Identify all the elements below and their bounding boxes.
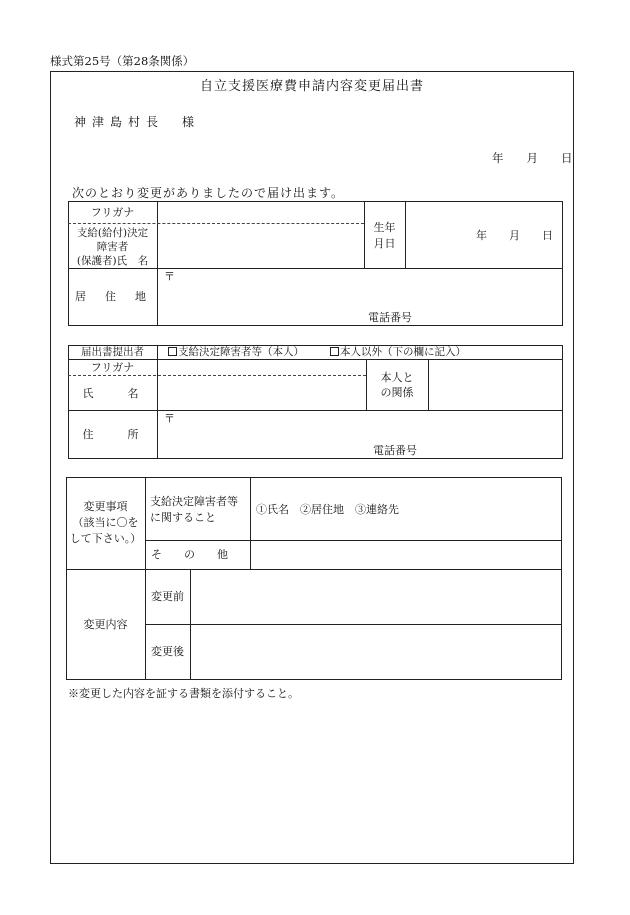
checkbox-other[interactable] (330, 347, 339, 356)
birth-label-line2: 月日 (373, 237, 396, 250)
form-number: 様式第25号（第28条関係） (50, 54, 195, 68)
change-item-label-line1: 変更事項 (83, 500, 128, 513)
relation-label-line1: 本人と (380, 371, 414, 384)
address-input[interactable] (180, 272, 558, 308)
submitter-postal-mark: 〒 (164, 412, 175, 425)
category-options[interactable]: ①氏名 ②居住地 ③連絡先 (256, 503, 399, 516)
checkbox-self[interactable] (168, 347, 177, 356)
addressee: 神津島村長 様 (74, 115, 201, 129)
submitter-phone-label: 電話番号 (373, 444, 417, 457)
footnote: ※変更した内容を証する書類を添付すること。 (68, 687, 299, 700)
option-self-label: 支給決定障害者等（本人） (178, 346, 304, 358)
option-other[interactable] (330, 346, 466, 359)
submitter-furigana-label: フリガナ (90, 361, 135, 374)
birth-date-field[interactable]: 年 月 日 (476, 229, 553, 242)
submitter-address-input[interactable] (180, 414, 558, 442)
birth-label-line1: 生年 (373, 221, 396, 234)
after-input[interactable] (193, 627, 559, 677)
change-content-label: 変更内容 (83, 618, 128, 631)
submitter-label: 届出書提出者 (81, 346, 144, 358)
name-label-line2: 障害者 (96, 241, 129, 253)
name-label-line3: (保護者)氏 名 (76, 255, 149, 267)
furigana-label: フリガナ (90, 206, 135, 219)
before-label: 変更前 (151, 590, 184, 603)
form-title: 自立支援医療費申請内容変更届出書 (199, 79, 424, 94)
change-item-label-line3: して下さい。） (69, 532, 142, 545)
before-input[interactable] (193, 572, 559, 622)
name-label-line1: 支給(給付)決定 (76, 227, 149, 239)
intro-text: 次のとおり変更がありましたので届け出ます。 (72, 186, 345, 200)
postal-mark: 〒 (164, 270, 175, 283)
other-input[interactable] (253, 543, 559, 567)
option-other-label: 本人以外（下の欄に記入） (340, 346, 466, 358)
address-label: 居 住 地 (75, 290, 150, 303)
relation-input[interactable] (431, 362, 560, 408)
relation-label-line2: の関係 (380, 386, 414, 399)
category-label-line1: 支給決定障害者等 (150, 495, 238, 508)
category-label-line2: に関すること (150, 511, 216, 524)
name-input[interactable] (160, 226, 362, 266)
after-label: 変更後 (151, 645, 184, 658)
submitter-address-label: 住 所 (82, 428, 143, 441)
phone-label: 電話番号 (368, 311, 412, 324)
furigana-input[interactable] (160, 203, 362, 222)
option-self[interactable] (168, 346, 304, 359)
submission-date[interactable]: 年 月 日 (492, 151, 573, 165)
submitter-furigana-input[interactable] (160, 361, 364, 374)
submitter-name-label: 氏 名 (82, 387, 143, 400)
change-item-label-line2: （該当に〇を (72, 516, 139, 529)
other-label: そ の 他 (151, 548, 228, 561)
submitter-name-input[interactable] (160, 378, 364, 408)
